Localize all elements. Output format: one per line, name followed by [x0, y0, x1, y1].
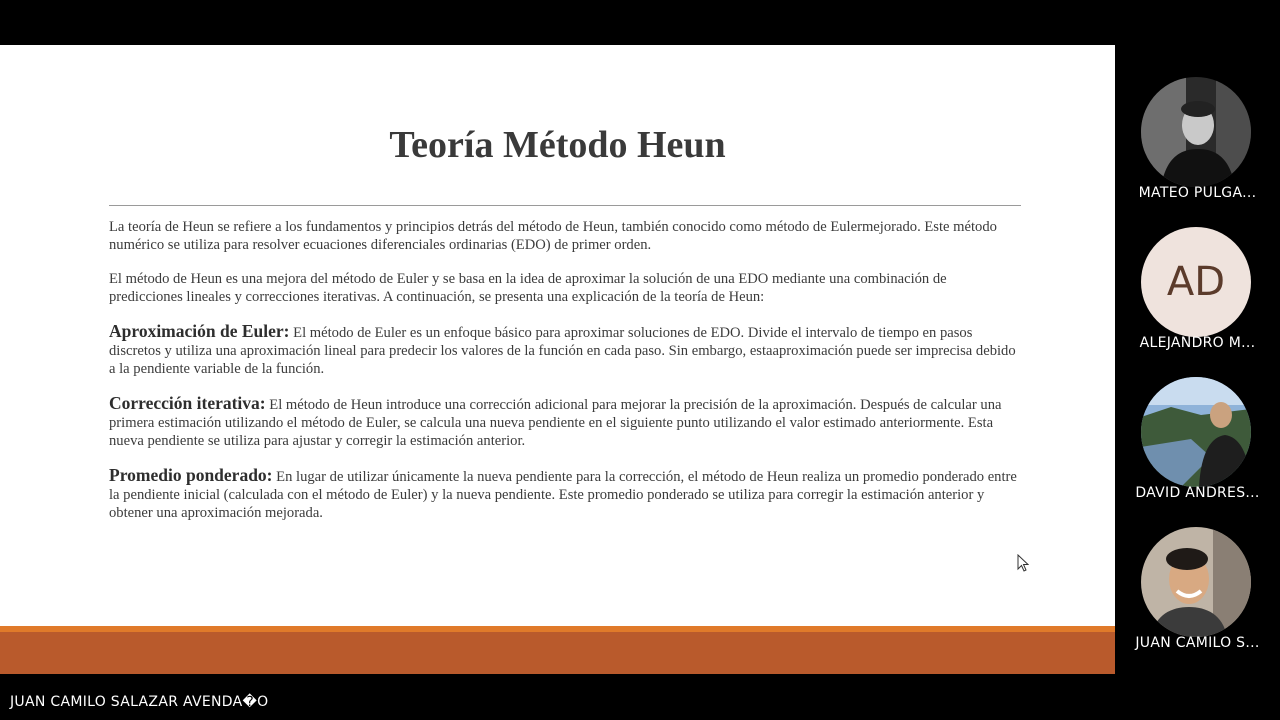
participant-name: MATEO PULGA... — [1138, 185, 1257, 201]
participant-avatar — [1141, 527, 1251, 637]
section-text: En lugar de utilizar únicamente la nueva pendiente para la corrección, el método de Heun realiza un promedio ponderado entre la pendiente inicial (calculada con el método de Euler) y la nueva pendiente. Este promedio ponderado se utiliza para corregir la estimación anterior y obtener una aproximación mejorada. — [109, 469, 1017, 521]
participant-name: JUAN CAMILO S... — [1135, 635, 1260, 651]
slide-footer-band — [0, 632, 1115, 674]
participant-tile[interactable] — [1115, 527, 1280, 677]
section-euler — [109, 322, 1024, 378]
section-text: El método de Euler es un enfoque básico para aproximar soluciones de EDO. Divide el intervalo de tiempo en pasos discretos y utiliza una aproximación lineal para predecir los valores de la función en cada paso. Sin embargo, estaaproximación puede ser imprecisa debido a la pendiente variable de la función. — [109, 325, 1016, 377]
section-term: Aproximación de Euler: — [109, 321, 290, 341]
participant-avatar — [1141, 77, 1251, 187]
section-text: El método de Heun introduce una corrección adicional para mejorar la precisión de la aproximación. Después de calcular una primera estimación utilizando el método de Euler, se calcula una nueva pendiente en el siguiente punto utilizando el valor estimado anteriormente. Esta nueva pendiente se utiliza para ajustar y corregir la estimación anterior. — [109, 397, 1002, 449]
slide-body — [109, 218, 1024, 538]
participant-avatar: AD — [1141, 227, 1251, 337]
intro-paragraph: El método de Heun es una mejora del método de Euler y se basa en la idea de aproximar la solución de una EDO mediante una combinación de predicciones lineales y correcciones iterativas. A continuación, se presenta una explicación de la teoría de Heun: — [109, 271, 947, 305]
participant-avatar — [1141, 377, 1251, 487]
shared-slide — [0, 45, 1115, 674]
intro-paragraph: La teoría de Heun se refiere a los fundamentos y principios detrás del método de Heun, también conocido como método de Eulermejorado. Este método numérico se utiliza para resolver ecuaciones diferenciales ordinarias (EDO) de primer orden. — [109, 219, 997, 253]
participants-panel — [1115, 45, 1280, 674]
participant-tile[interactable] — [1115, 227, 1280, 377]
slide-title: Teoría Método Heun — [389, 124, 726, 166]
participant-name: DAVID ANDRES... — [1135, 485, 1260, 501]
section-weighted-average — [109, 466, 1024, 522]
presenter-name: JUAN CAMILO SALAZAR AVENDA�O — [10, 694, 269, 710]
participant-name: ALEJANDRO M... — [1139, 335, 1256, 351]
section-correction — [109, 394, 1024, 450]
mouse-cursor-icon — [1017, 554, 1029, 572]
section-term: Promedio ponderado: — [109, 465, 273, 485]
participant-tile[interactable] — [1115, 77, 1280, 227]
section-term: Corrección iterativa: — [109, 393, 266, 413]
title-divider — [109, 205, 1021, 206]
participant-tile[interactable] — [1115, 377, 1280, 527]
